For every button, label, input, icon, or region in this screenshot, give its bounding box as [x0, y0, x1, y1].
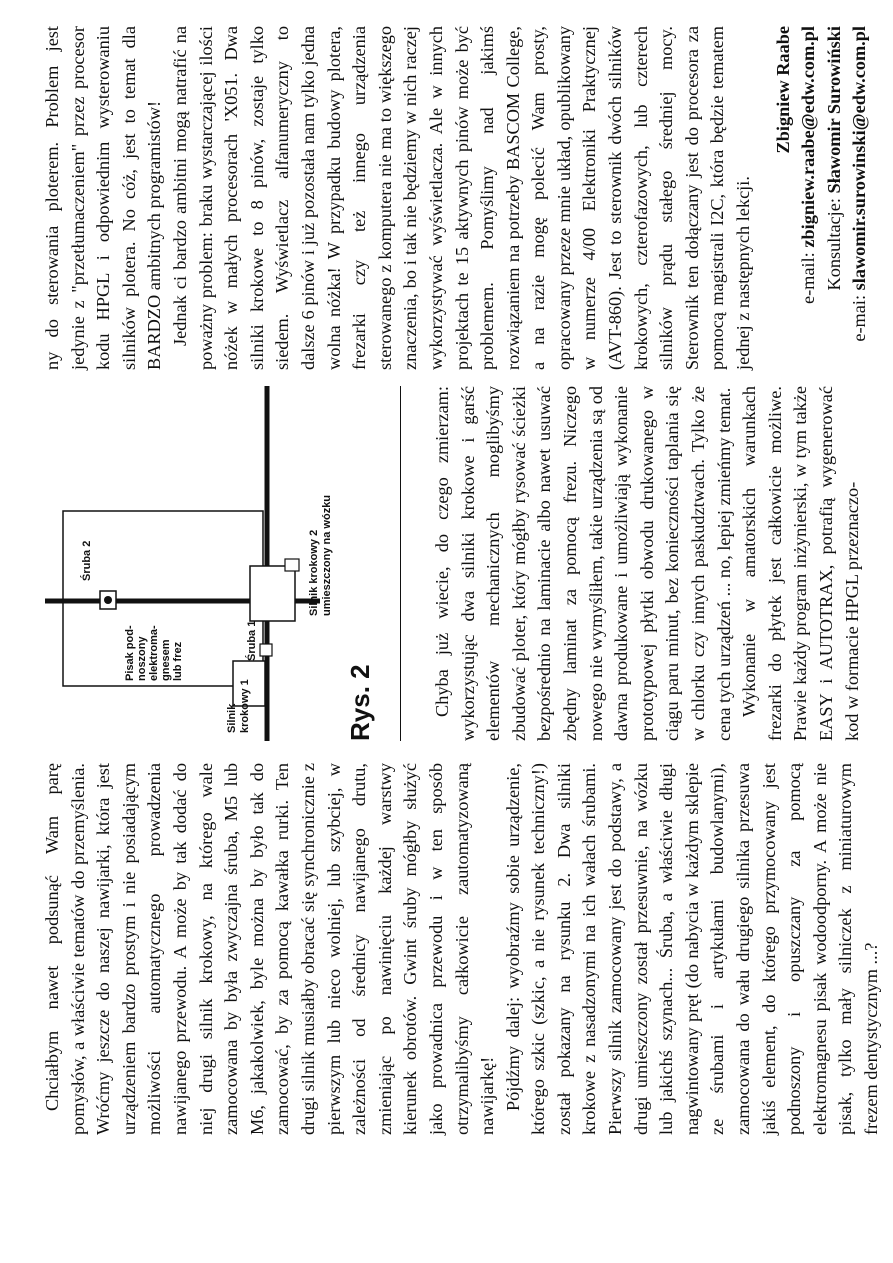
spacer: [757, 26, 771, 370]
consult-label: Konsultacje:: [823, 198, 844, 291]
text-column-1: [40, 763, 881, 1135]
email-label-2: e-mai:: [849, 294, 870, 342]
email-1: zbigniew.raabe@edw.com.pl: [798, 26, 819, 248]
paragraph: Chyba już wiecie, do czego zmierzam: wykorzystując dwa silniki krokowe i garść elementów mechanicznych moglibyśmy zbudować ploter, który mógłby rysować ścieżki bezpośrednio na laminacie albo nawet usuwać zbędny laminat za pomocą frezu. Niczego nowego nie wymyśliłem, takie urządzenia są od dawna produkowane i umożliwiają wykonanie prototypowej płytki obwodu drukowanego w ciągu paru minut, bez konieczności taplania się w chlorku czy innych paskudztwach. Tylko że cena tych urządzeń ... no, lepiej zmieńmy temat.: [432, 386, 734, 741]
coupler-2: [285, 559, 299, 571]
figure-caption: Rys. 2: [345, 664, 375, 741]
email-line-1: [796, 26, 822, 370]
label-silnik-krokowy-1-b: krokowy 1: [239, 679, 251, 733]
author-2: Sławomir Surowiński: [823, 26, 844, 194]
paragraph: Jednak ci bardzo ambitni mogą natrafić na poważny problem: braku wystarczającej ilości nóżek w małych procesorach 'X051. Dwa silniki krokowe to 8 pinów, zostaje tylko siedem. Wyświetlacz alfanumeryczny to dalsze 6 pinów i już pozostała nam tylko jedna wolna nóżka! W przypadku budowy plotera, frezarki czy też innego urządzenia sterowanego z komputera nie ma to większego znaczenia, bo i tak nie będziemy w nich raczej wykorzystywać wyświetlacza. Ale w innych projektach te 15 aktywnych pinów może być problemem. Pomyślimy nad jakimś rozwiązaniem na potrzeby BASCOM College, a na razie mogę polecić Wam prosty, opracowany przeze mnie układ, opublikowany w numerze 4/00 Elektroniki Praktycznej (AVT-860). Jest to sterownik dwóch silników krokowych, czterofazowych, lub czterech silników prądu stałego średniej mocy. Sterownik ten dołączany jest do procesora za pomocą magistrali I2C, która będzie tematem jednej z następnych lekcji.: [169, 26, 754, 370]
paragraph: Chciałbym nawet podsunąć Wam parę pomysłów, a właściwie tematów do przemyślenia. Wróćmy jeszcze do naszej nawijarki, która jest urządzeniem bardzo prostym i nie posiadającym możliwości automatycznego prowadzenia nawijanego przewodu. A może by tak dodać do niej drugi silnik krokowy, na którego wale zamocowana by była zwyczajna śruba, M5 lub M6, jakakolwiek, byle można by było tak do zamocować, by za pomocą kawałka rurki. Ten drugi silnik musiałby obracać się synchronicznie z pierwszym lub nieco wolniej, lub szybciej, w zależności od średnicy nawijanego drutu, zmieniając po nawinięciu każdej warstwy kierunek obrotów. Gwint śruby mógłby służyć jako prowadnica przewodu i w ten sposób otrzymalibyśmy całkowicie zautomatyzowaną nawijarkę!: [42, 763, 498, 1135]
label-pisak-3: elektroma-: [148, 625, 160, 681]
coupler-1: [260, 644, 272, 656]
label-pisak-1: Pisak pod-: [124, 625, 136, 681]
email-2: slawomir.surowinski@edw.com.pl: [849, 26, 870, 291]
label-sruba-1: Śruba 1: [246, 620, 258, 661]
label-pisak-5: lub frez: [172, 641, 184, 681]
label-silnik-krokowy-2-a: Silnik krokowy 2: [308, 529, 320, 616]
label-silnik-krokowy-1-a: Silnik: [226, 703, 238, 733]
text-column-3: [40, 26, 870, 370]
stepper-motor-2: [250, 566, 295, 621]
label-sruba-2: Śruba 2: [81, 540, 93, 581]
label-pisak-2: noszony: [136, 636, 148, 681]
paragraph: Wykonanie w amatorskich warunkach frezarki do płytek jest całkowicie możliwe. Prawie każdy program inżynierski, w tym także EASY i AUTOTRAX, potrafią wygenerować kod w formacie HPGL przeznaczo-: [739, 386, 862, 741]
paragraph: Pójdźmy dalej: wyobraźmy sobie urządzenie, którego szkic (szkic, a nie rysunek techniczny!) został pokazany na rysunku 2. Dwa silniki krokowe z nasadzonymi na ich wałach śrubami. Pierwszy silnik zamocowany jest do podstawy, a drugi umieszczony został przesuwnie, na wózku lub jakichś szynach... Śruba, a właściwie długi nagwintowany pręt (do nabycia w każdym sklepie ze śrubami i artykułami budowlanymi), zamocowana do wału drugiego silnika przesuwa jakiś element, do którego przymocowany jest podnoszony i opuszczany za pomocą elektromagnesu pisak wodoodporny. A może nie pisak, tylko mały silniczek z miniaturowym frezem dentystycznym ...?: [502, 763, 881, 1135]
label-silnik-krokowy-2-b: umieszczony na wózku: [321, 494, 333, 616]
pen-dot: [104, 596, 112, 604]
email-line-2: [847, 26, 873, 370]
label-pisak-4: gnesem: [160, 639, 172, 681]
paragraph: ny do sterowania ploterem. Problem jest jedynie z "przetłumaczeniem" przez procesor kodu HPGL i odpowiednim wysterowaniu silników plotera. No cóż, jest to temat dla BARDZO ambitnych programistów!: [42, 26, 165, 370]
caption-rule: [400, 386, 401, 741]
text-column-2: [430, 386, 860, 741]
author-1: Zbigniew Raabe: [772, 26, 793, 154]
consult-line: [822, 26, 848, 370]
email-label-1: e-mail:: [798, 252, 819, 305]
figure-plotter-sketch: [45, 386, 345, 741]
